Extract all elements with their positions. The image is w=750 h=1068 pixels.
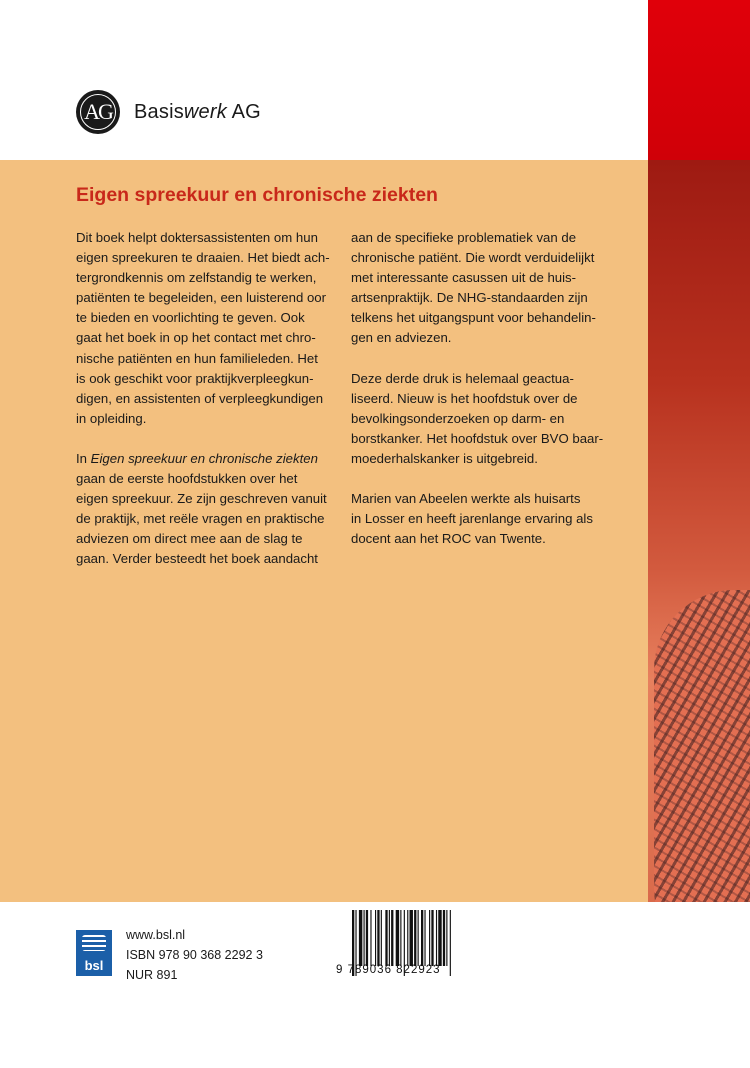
blurb-paragraph: Deze derde druk is helemaal geactua- liseerd. Nieuw is het hoofdstuk over de bevolkingsonderzoeken op darm- en borstkanker. Het hoofdstuk over BVO baar- moederhalskanker is uitgebreid. — [351, 370, 604, 466]
series-name: Basiswerk AG — [134, 100, 261, 123]
waves-icon — [82, 935, 106, 951]
book-title: Eigen spreekuur en chronische ziekten — [76, 184, 438, 206]
textured-cushion-image — [654, 590, 750, 902]
isbn-text: ISBN 978 90 368 2292 3 — [126, 948, 263, 962]
author-paragraph: Marien van Abeelen werkte als huisarts in Losser en heeft jarenlange ervaring als docent aan het ROC van Twente. — [351, 491, 593, 547]
bsl-logo-icon: bsl — [76, 930, 112, 976]
nur-text: NUR 891 — [126, 968, 178, 982]
header-band — [0, 0, 648, 160]
blurb-right-column — [351, 228, 609, 569]
blurb-paragraph: In Eigen spreekuur en chronische ziekten gaan de eerste hoofdstukken over het eigen spreekuur. Ze zijn geschreven vanuit de praktijk, met reële vragen en praktische adviezen om direct mee aan de slag te gaan. Verder besteedt het boek aandacht — [76, 450, 327, 567]
series-logo — [76, 90, 261, 134]
blurb-left-column — [76, 228, 334, 590]
barcode-digits: 9 789036 822923 — [336, 964, 441, 976]
ag-logo-icon: AG — [76, 90, 120, 134]
blurb-paragraph: aan de specifieke problematiek van de chronische patiënt. Die wordt verduidelijkt met interessante casussen uit de huis- artsenpraktijk. De NHG-standaarden zijn telkens het uitgangspunt voor behandelin- gen en adviezen. — [351, 230, 596, 346]
publisher-website: www.bsl.nl — [126, 928, 186, 942]
red-color-strip — [648, 0, 750, 160]
cover-photo-strip — [648, 160, 750, 902]
blurb-paragraph: Dit boek helpt doktersassistenten om hun eigen spreekuren te draaien. Het biedt ach- tergrondkennis om zelfstandig te werken, patiënten te begeleiden, een luisterend oor te bieden en voorlichting te geven. Ook gaat het boek in op het contact met chro- nische patiënten en hun familieleden. Het is ook geschikt voor praktijkverpleegkun- digen, en assistenten of verpleegkundigen in opleiding. — [76, 230, 330, 426]
publisher-info — [126, 925, 263, 985]
